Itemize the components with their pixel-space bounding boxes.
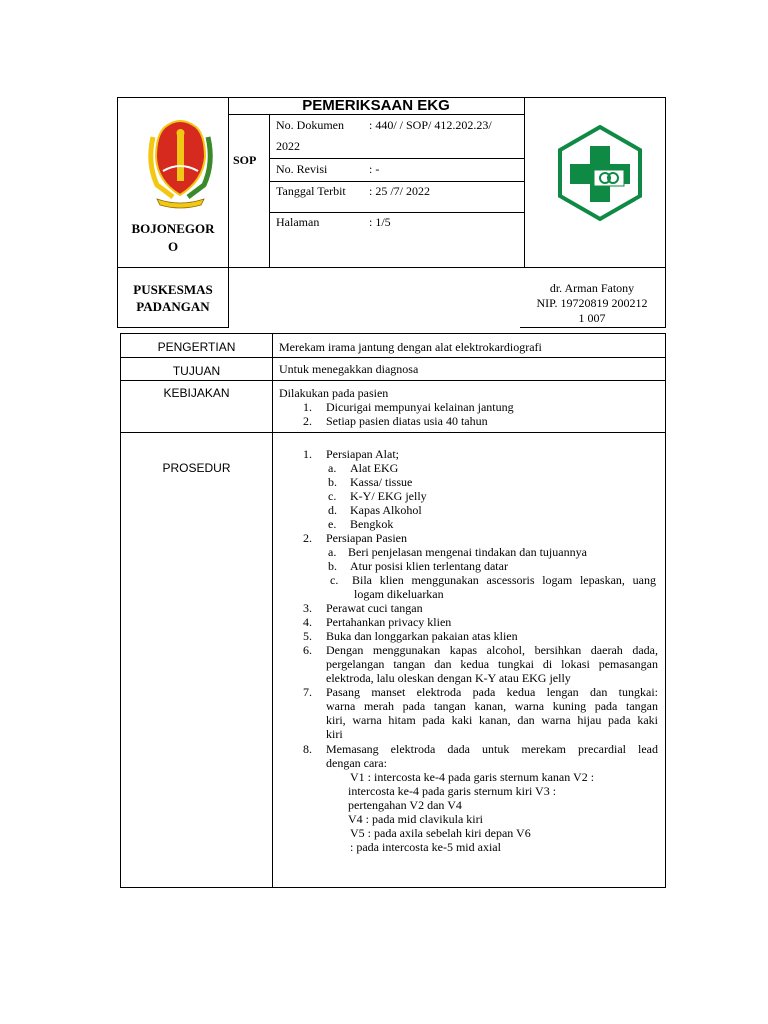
step-1-d: Kapas Alkohol bbox=[350, 503, 422, 517]
kebijakan-item-2: Setiap pasien diatas usia 40 tahun bbox=[326, 414, 488, 428]
step-7-line-2: warna merah pada tangan kanan, warna kuning pada tangan bbox=[326, 699, 658, 713]
kebijakan-intro: Dilakukan pada pasien bbox=[279, 386, 389, 400]
step-1-c: K-Y/ EKG jelly bbox=[350, 489, 427, 503]
step-5: Buka dan longgarkan pakaian atas klien bbox=[326, 629, 518, 643]
step-1: Persiapan Alat; bbox=[326, 447, 399, 461]
document-title: PEMERIKSAAN EKG bbox=[302, 97, 450, 114]
prosedur-label: PROSEDUR bbox=[162, 461, 231, 475]
sub-marker: d. bbox=[328, 503, 337, 517]
bojonegoro-crest-logo bbox=[143, 113, 218, 211]
step-num: 8. bbox=[303, 742, 312, 756]
terbit-label: Tanggal Terbit bbox=[276, 184, 346, 198]
step-1-e: Bengkok bbox=[350, 517, 394, 531]
sub-marker: c. bbox=[328, 489, 337, 503]
pengertian-text: Merekam irama jantung dengan alat elektrokardiografi bbox=[279, 340, 542, 354]
step-3: Perawat cuci tangan bbox=[326, 601, 423, 615]
region-line-2: O bbox=[167, 239, 179, 254]
step-1-b: Kassa/ tissue bbox=[350, 475, 413, 489]
step-num: 2. bbox=[303, 531, 312, 545]
halaman-value: : 1/5 bbox=[369, 215, 391, 229]
kebijakan-label: KEBIJAKAN bbox=[163, 386, 230, 400]
step-6-line-1: Dengan menggunakan kapas alcohol, bersihkan daerah dada, bbox=[326, 643, 658, 657]
region-line-1: BOJONEGOR bbox=[131, 221, 215, 236]
v-line-5: V5 : pada axila sebelah kiri depan V6 bbox=[350, 826, 531, 840]
signatory-nip-cont: 1 007 bbox=[578, 311, 606, 325]
revisi-label: No. Revisi bbox=[276, 162, 328, 176]
step-8-line-1: Memasang elektroda dada untuk merekam precardial lead bbox=[326, 742, 658, 756]
puskesmas-cross-logo bbox=[556, 124, 644, 222]
step-2-a: Beri penjelasan mengenai tindakan dan tujuannya bbox=[348, 545, 587, 559]
sub-marker: c. bbox=[330, 573, 339, 587]
step-num: 5. bbox=[303, 629, 312, 643]
step-2-b: Atur posisi klien terlentang datar bbox=[350, 559, 508, 573]
step-4: Pertahankan privacy klien bbox=[326, 615, 452, 629]
v-line-3: pertengahan V2 dan V4 bbox=[348, 798, 462, 812]
halaman-label: Halaman bbox=[276, 215, 320, 229]
sop-label: SOP bbox=[233, 153, 257, 167]
v-line-4: V4 : pada mid clavikula kiri bbox=[348, 812, 483, 826]
kebijakan-num-1: 1. bbox=[303, 400, 312, 414]
step-6-line-3: elektroda, lalu oleskan dengan K-Y atau EKG jelly bbox=[326, 671, 571, 685]
step-num: 6. bbox=[303, 643, 312, 657]
step-7-line-1: Pasang manset elektroda pada kedua lengan dan tungkai: bbox=[326, 685, 658, 699]
step-8-line-2: dengan cara: bbox=[326, 756, 387, 770]
facility-line-1: PUSKESMAS bbox=[133, 282, 213, 297]
kebijakan-num-2: 2. bbox=[303, 414, 312, 428]
step-2-c-cont: logam dikeluarkan bbox=[354, 587, 444, 601]
signatory-nip: NIP. 19720819 200212 bbox=[536, 296, 648, 310]
facility-name bbox=[119, 281, 227, 315]
dokumen-label: No. Dokumen bbox=[276, 118, 344, 132]
terbit-value: : 25 /7/ 2022 bbox=[369, 184, 431, 198]
kebijakan-item-1: Dicurigai mempunyai kelainan jantung bbox=[326, 400, 514, 414]
v-line-1: V1 : intercosta ke-4 pada garis sternum kanan V2 : bbox=[350, 770, 595, 784]
tujuan-label: TUJUAN bbox=[172, 364, 221, 378]
tujuan-text: Untuk menegakkan diagnosa bbox=[279, 362, 419, 376]
sub-marker: a. bbox=[328, 461, 337, 475]
signatory-block bbox=[520, 281, 664, 326]
step-7-line-4: kiri bbox=[326, 727, 343, 741]
v-line-2: intercosta ke-4 pada garis sternum kiri V3 : bbox=[348, 784, 557, 798]
sub-marker: e. bbox=[328, 517, 337, 531]
revisi-value: : - bbox=[369, 162, 380, 176]
step-6-line-2: pergelangan tangan dan kedua tungkai di lokasi pemasangan bbox=[326, 657, 658, 671]
sub-marker: b. bbox=[328, 475, 337, 489]
step-num: 7. bbox=[303, 685, 312, 699]
step-num: 1. bbox=[303, 447, 312, 461]
step-7-line-3: kiri, warna hitam pada kaki kanan, dan warna hijau pada kaki bbox=[326, 713, 658, 727]
step-num: 3. bbox=[303, 601, 312, 615]
signatory-name: dr. Arman Fatony bbox=[549, 281, 635, 295]
region-name bbox=[119, 221, 227, 255]
dokumen-value: : 440/ / SOP/ 412.202.23/ bbox=[369, 118, 492, 132]
step-2-c: Bila klien menggunakan ascessoris logam lepaskan, uang bbox=[352, 573, 656, 587]
pengertian-label: PENGERTIAN bbox=[157, 340, 236, 354]
dokumen-year: 2022 bbox=[276, 139, 300, 153]
sub-marker: a. bbox=[328, 545, 337, 559]
step-num: 4. bbox=[303, 615, 312, 629]
sub-marker: b. bbox=[328, 559, 337, 573]
v-line-6: : pada intercosta ke-5 mid axial bbox=[350, 840, 501, 854]
step-1-a: Alat EKG bbox=[350, 461, 399, 475]
step-2: Persiapan Pasien bbox=[326, 531, 407, 545]
facility-line-2: PADANGAN bbox=[136, 299, 210, 314]
